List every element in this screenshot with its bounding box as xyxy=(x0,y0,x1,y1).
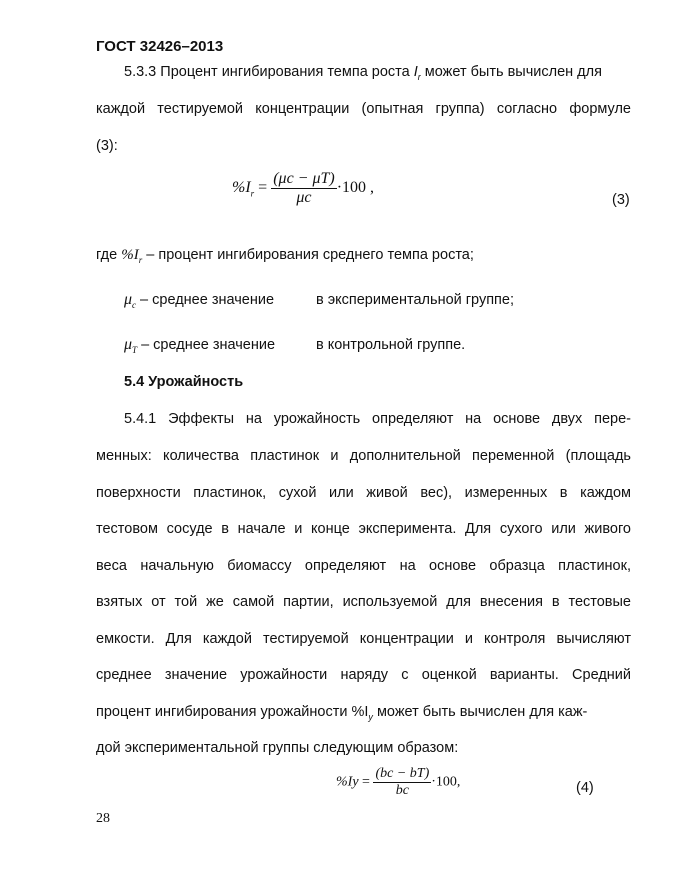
formula-4-number: (4) xyxy=(576,780,594,796)
var-sub: y xyxy=(368,711,373,722)
where-line-1 xyxy=(96,246,631,269)
formula-fraction xyxy=(271,170,337,207)
symbol: μ xyxy=(124,291,133,308)
formula-lhs: %I xyxy=(232,179,251,197)
text-span: 5.3.3 Процент ингибирования темпа роста xyxy=(124,64,414,80)
paragraph-line: тестовом сосуде в начале и конце эксперимента. Для сухого или живого xyxy=(96,521,631,537)
text-span: – среднее значение xyxy=(137,337,276,353)
paragraph-line: поверхности пластинок, сухой или живой вес), измеренных в каждом xyxy=(96,485,631,501)
formula-lhs-sub: r xyxy=(250,188,255,199)
symbol-sub: T xyxy=(132,344,138,355)
paragraph-line: менных: количества пластинок и дополнительной переменной (площадь xyxy=(96,448,631,464)
text-span: в контрольной группе. xyxy=(316,337,466,353)
formula-4 xyxy=(336,766,460,799)
formula-denominator: μc xyxy=(296,189,312,206)
var-i: I xyxy=(413,64,418,80)
formula-comma: , xyxy=(366,179,375,197)
paragraph-line: веса начальную биомассу определяют на основе образца пластинок, xyxy=(96,558,631,574)
formula-multiplier: ·100 xyxy=(336,179,367,197)
text-span: может быть вычислен для каж- xyxy=(372,704,588,720)
paragraph-line: 5.4.1 Эффекты на урожайность определяют на основе двух пере- xyxy=(124,411,631,427)
symbol-sub: r xyxy=(138,254,143,265)
text-span: – среднее значение xyxy=(136,292,275,308)
symbol: %I xyxy=(121,247,139,263)
paragraph-line xyxy=(124,63,631,86)
formula-numerator: (μc − μT) xyxy=(273,170,335,187)
text-span: – процент ингибирования среднего темпа роста; xyxy=(142,247,474,263)
formula-lhs: %Iy xyxy=(336,774,359,790)
formula-denominator: bc xyxy=(395,783,409,798)
paragraph-line xyxy=(96,703,631,726)
paragraph-line: каждой тестируемой концентрации (опытная группа) согласно формуле xyxy=(96,101,631,117)
formula-comma: , xyxy=(456,774,461,790)
text-span: процент ингибирования урожайности %I xyxy=(96,704,369,720)
where-line-3 xyxy=(124,336,631,359)
text-span: в экспериментальной группе; xyxy=(316,292,515,308)
formula-3 xyxy=(232,170,374,207)
formula-3-number: (3) xyxy=(612,192,630,208)
paragraph-line: дой экспериментальной группы следующим образом: xyxy=(96,740,459,756)
text-span: может быть вычислен для xyxy=(420,64,602,80)
formula-numerator: (bc − bT) xyxy=(375,766,430,781)
section-heading: 5.4 Урожайность xyxy=(124,374,244,390)
var-sub: r xyxy=(417,71,421,82)
text-span: где xyxy=(96,247,122,263)
paragraph-line: емкости. Для каждой тестируемой концентрации и контроля вычисляют xyxy=(96,631,631,647)
paragraph-line: среднее значение урожайности наряду с оценкой варианты. Средний xyxy=(96,667,631,683)
paragraph-line: (3): xyxy=(96,138,118,154)
where-line-2 xyxy=(124,291,631,314)
formula-multiplier: ·100 xyxy=(431,774,457,790)
document-header: ГОСТ 32426–2013 xyxy=(96,38,224,55)
formula-fraction xyxy=(373,766,431,799)
paragraph-line: взятых от той же самой партии, используемой для внесения в тестовые xyxy=(96,594,631,610)
formula-eq: = xyxy=(358,774,374,790)
formula-eq: = xyxy=(254,179,272,197)
symbol: μ xyxy=(124,336,133,353)
symbol-sub: c xyxy=(132,299,137,310)
page-number: 28 xyxy=(96,811,110,826)
